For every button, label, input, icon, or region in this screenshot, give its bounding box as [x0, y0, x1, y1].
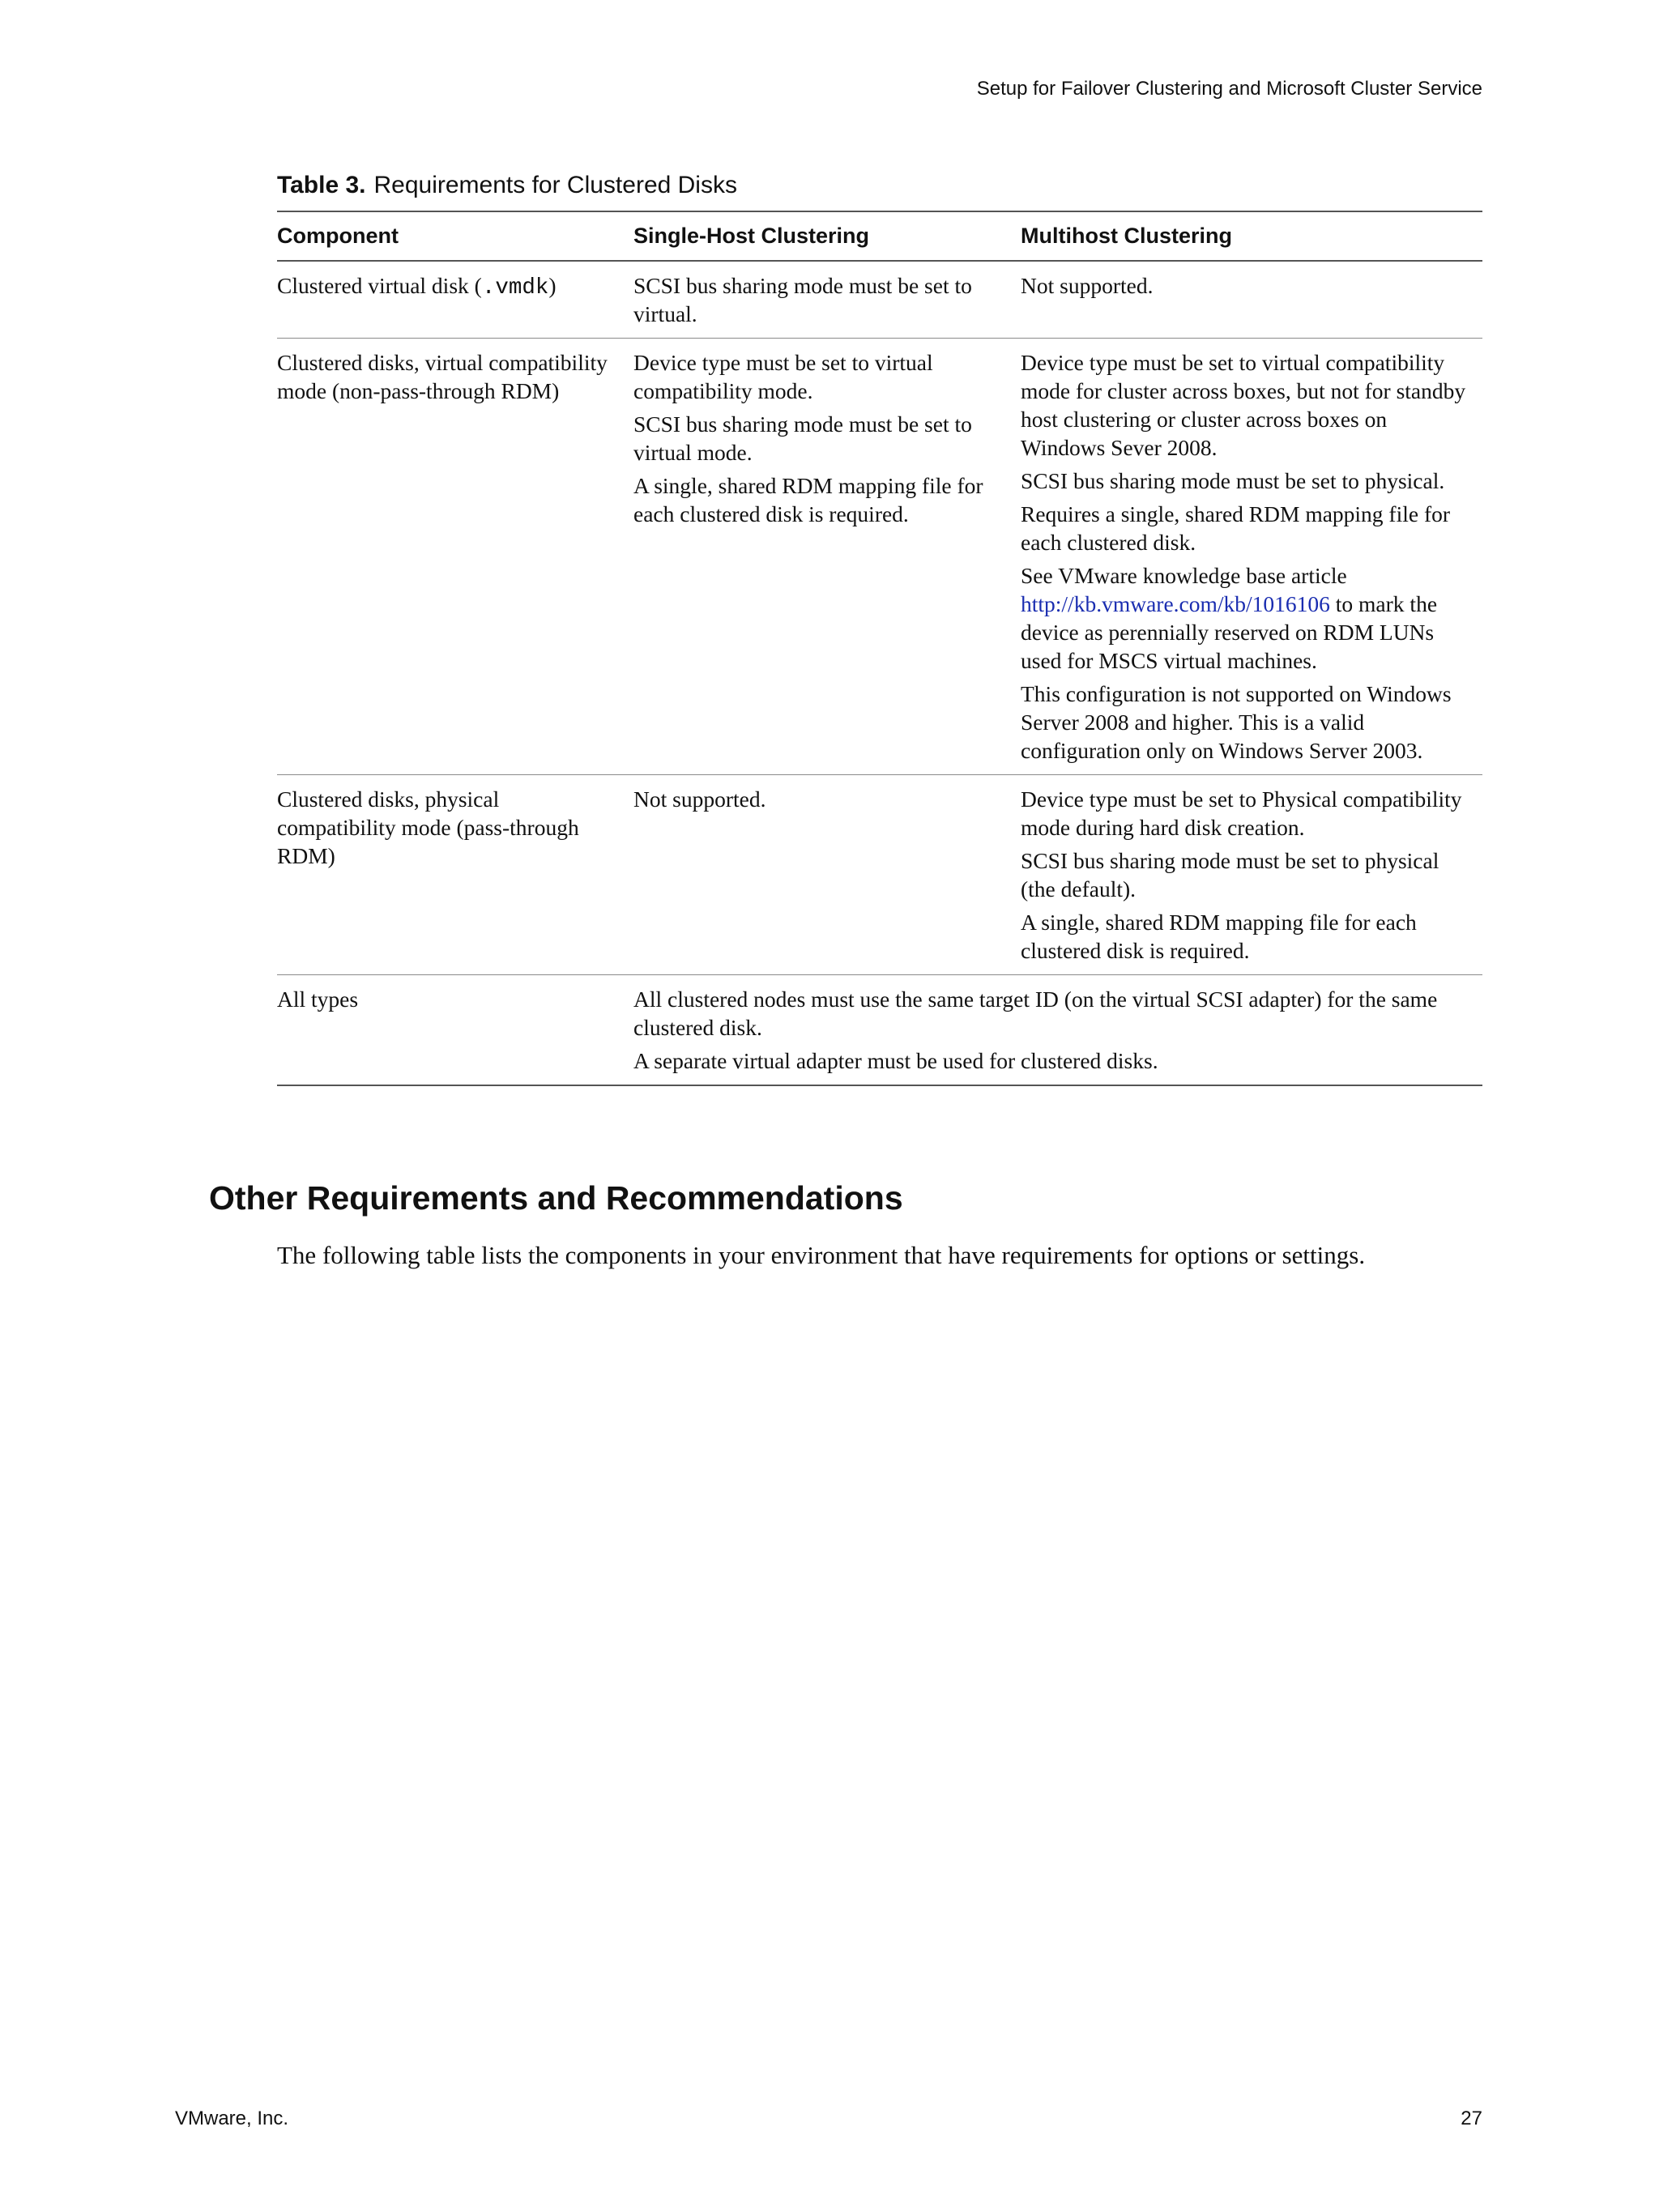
cell-paragraph: Requires a single, shared RDM mapping file for each clustered disk. — [1021, 501, 1451, 555]
page-number: 27 — [1461, 2108, 1482, 2129]
cell-component: Clustered disks, virtual compatibility mode (non-pass-through RDM) — [277, 339, 633, 775]
cell-paragraph: Not supported. — [1021, 273, 1154, 298]
cell-component: All types — [277, 975, 633, 1086]
cell-single-host — [633, 339, 1021, 775]
cell-paragraph: SCSI bus sharing mode must be set to virtual mode. — [633, 411, 972, 465]
kb-prefix: See VMware knowledge base article — [1021, 563, 1347, 588]
cell-both — [633, 975, 1482, 1086]
cell-multihost — [1021, 339, 1482, 775]
running-header: Setup for Failover Clustering and Microsoft Cluster Service — [976, 78, 1482, 100]
footer-company: VMware, Inc. — [175, 2108, 289, 2129]
column-header-component: Component — [277, 211, 633, 261]
cell-paragraph: A separate virtual adapter must be used for clustered disks. — [633, 1048, 1158, 1073]
cell-paragraph: SCSI bus sharing mode must be set to virtual. — [633, 273, 972, 326]
cell-multihost — [1021, 261, 1482, 339]
table-row — [277, 261, 1482, 339]
table-caption — [277, 172, 1482, 199]
cell-component: Clustered disks, physical compatibility mode (pass-through RDM) — [277, 775, 633, 975]
cell-paragraph-kb — [1021, 561, 1468, 675]
vmdk-code: .vmdk — [481, 275, 549, 300]
kb-article-link[interactable]: http://kb.vmware.com/kb/1016106 — [1021, 591, 1330, 616]
cell-multihost — [1021, 775, 1482, 975]
requirements-table-block — [277, 172, 1482, 1086]
cell-single-host — [633, 261, 1021, 339]
cell-paragraph: All clustered nodes must use the same target ID (on the virtual SCSI adapter) for the same clustered disk. — [633, 987, 1438, 1040]
component-text: Clustered virtual disk ( — [277, 273, 482, 298]
column-header-multihost: Multihost Clustering — [1021, 211, 1482, 261]
cell-component — [277, 261, 633, 339]
table-header-row — [277, 211, 1482, 261]
cell-paragraph: Not supported. — [633, 786, 766, 812]
component-text-suffix: ) — [548, 273, 557, 298]
table-caption-number: Table 3. — [277, 172, 366, 198]
table-row — [277, 339, 1482, 775]
section-heading: Other Requirements and Recommendations — [209, 1179, 903, 1217]
column-header-single-host: Single-Host Clustering — [633, 211, 1021, 261]
cell-paragraph: This configuration is not supported on Windows Server 2008 and higher. This is a valid configuration only on Windows Server 2003. — [1021, 681, 1452, 763]
requirements-table — [277, 211, 1482, 1086]
cell-single-host — [633, 775, 1021, 975]
table-row — [277, 975, 1482, 1086]
cell-paragraph: Device type must be set to Physical compatibility mode during hard disk creation. — [1021, 786, 1462, 840]
cell-paragraph: Device type must be set to virtual compatibility mode. — [633, 350, 933, 403]
cell-paragraph: A single, shared RDM mapping file for each clustered disk is required. — [1021, 910, 1417, 963]
cell-paragraph: SCSI bus sharing mode must be set to physical (the default). — [1021, 848, 1439, 901]
cell-paragraph: SCSI bus sharing mode must be set to physical. — [1021, 468, 1445, 493]
cell-paragraph: Device type must be set to virtual compatibility mode for cluster across boxes, but not for standby host clustering or cluster across boxes on Windows Sever 2008. — [1021, 350, 1466, 460]
table-row — [277, 775, 1482, 975]
section-body: The following table lists the components in your environment that have requirements for options or settings. — [277, 1241, 1366, 1269]
cell-paragraph: A single, shared RDM mapping file for each clustered disk is required. — [633, 473, 983, 526]
kb-suffix: to mark the device as perennially reserved on RDM LUNs used for MSCS virtual machines. — [1021, 591, 1438, 673]
table-caption-title: Requirements for Clustered Disks — [373, 172, 737, 198]
